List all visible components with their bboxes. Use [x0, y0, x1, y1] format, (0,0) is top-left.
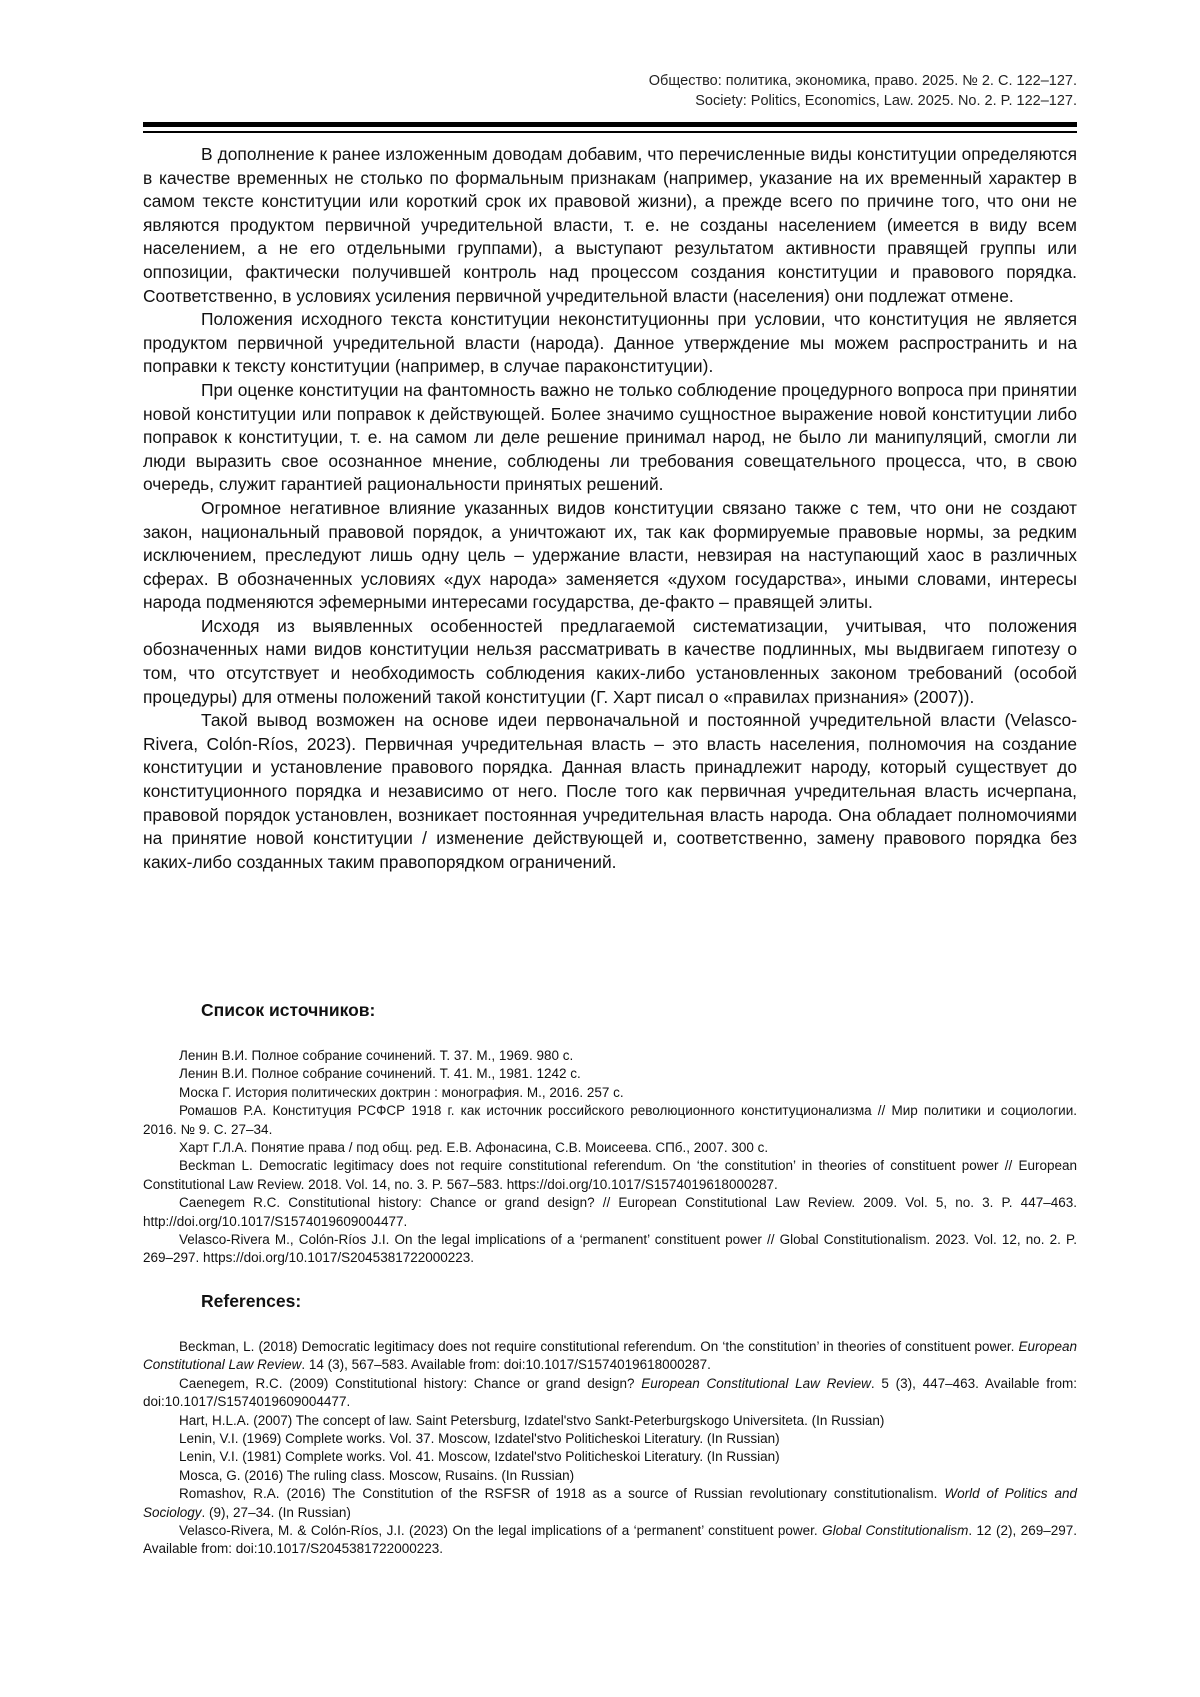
- reference-item: Romashov, R.A. (2016) The Constitution of the RSFSR of 1918 as a source of Russian revolutionary constitutionalism. World of Politics and Sociology. (9), 27–34. (In Russian): [143, 1486, 1077, 1520]
- reference-item: Hart, H.L.A. (2007) The concept of law. Saint Petersburg, Izdatel'stvo Sankt-Peterburgskogo Universiteta. (In Russian): [179, 1412, 885, 1428]
- reference-item: Velasco-Rivera, M. & Colón-Ríos, J.I. (2023) On the legal implications of a ‘permanent’ constituent power. Global Constitutionalism. 12 (2), 269–297. Available from: doi:10.1017/S2045381722000223.: [143, 1523, 1077, 1557]
- source-item: Beckman L. Democratic legitimacy does not require constitutional referendum. On ‘the constitution’ in theories of constituent power // European Constitutional Law Review. 2018. Vol. 14, no. 3. P. 567–583. https://doi.org/10.1017/S1574019618000287.: [143, 1158, 1077, 1192]
- source-item: Velasco-Rivera M., Colón-Ríos J.I. On the legal implications of a ‘permanent’ constituent power // Global Constitutionalism. 2023. Vol. 12, no. 2. P. 269–297. https://doi.org/10.1017/S2045381722000223.: [143, 1232, 1077, 1266]
- body-paragraph: Такой вывод возможен на основе идеи первоначальной и постоянной учредительной власти (Velasco-Rivera, Colón-Ríos, 2023). Первичная учредительная власть – это власть населения, полномочия на создание конституции и установление правового порядка. Данная власть принадлежит народу, который существует до конституционного порядка и независимо от него. После того как первичная учредительная власть исчерпана, правовой порядок установлен, возникает постоянная учредительная власть народа. Она обладает полномочиями на принятие новой конституции / изменение действующей и, соответственно, замену правового порядка без каких-либо созданных таким правопорядком ограничений.: [143, 710, 1077, 872]
- header-rule-thick: [143, 122, 1077, 127]
- reference-item: Caenegem, R.C. (2009) Constitutional history: Chance or grand design? European Constitutional Law Review. 5 (3), 447–463. Available from: doi:10.1017/S1574019609004477.: [143, 1375, 1077, 1410]
- header-line-ru: Общество: политика, экономика, право. 2025. № 2. С. 122–127.: [648, 73, 1077, 89]
- running-header: [649, 71, 1077, 111]
- reference-item: Beckman, L. (2018) Democratic legitimacy does not require constitutional referendum. On ‘the constitution’ in theories of constituent power. European Constitutional Law Review. 14 (3), 567–583. Available from: doi:10.1017/S1574019618000287.: [143, 1339, 1077, 1373]
- body-paragraph: Исходя из выявленных особенностей предлагаемой систематизации, учитывая, что положения обозначенных нами видов конституции нельзя рассматривать в качестве подлинных, мы выдвигаем гипотезу о том, что отсутствует и необходимость соблюдения каких-либо установленных законом требований (особой процедуры) для отмены положений такой конституции (Г. Харт писал о «правилах признания» (2007)).: [143, 615, 1077, 707]
- body-paragraph: Положения исходного текста конституции неконституционны при условии, что конституция не является продуктом первичной учредительной власти (народа). Данное утверждение мы можем распространить и на поправки к тексту конституции (например, в случае параконституции).: [143, 309, 1077, 377]
- source-item: Ромашов Р.А. Конституция РСФСР 1918 г. как источник российского революционного конституционализма // Мир политики и социологии. 2016. № 9. С. 27–34.: [143, 1103, 1077, 1137]
- sources-heading: Список источников:: [201, 1000, 376, 1020]
- sources-list: [143, 1047, 1077, 1268]
- header-rule-thin: [143, 131, 1077, 133]
- source-item: Caenegem R.C. Constitutional history: Chance or grand design? // European Constitutional Law Review. 2009. Vol. 5, no. 3. P. 447–463. http://doi.org/10.1017/S1574019609004477.: [143, 1195, 1077, 1229]
- body-paragraph: В дополнение к ранее изложенным доводам добавим, что перечисленные виды конституции определяются в качестве временных не столько по формальным признакам (например, указание на их временный характер в самом тексте конституции или короткий срок их правовой жизни), а прежде всего по причине того, что они не являются продуктом первичной учредительной власти, т. е. не созданы населением (имеется в виду всем населением, а не его отдельными группами), а выступают результатом активности правящей группы или оппозиции, фактически получившей контроль над процессом создания конституции и правового порядка. Соответственно, в условиях усиления первичной учредительной власти (населения) они подлежат отмене.: [143, 144, 1077, 306]
- source-item: Харт Г.Л.А. Понятие права / под общ. ред. Е.В. Афонасина, С.В. Моисеева. СПб., 2007. 300 с.: [179, 1140, 769, 1156]
- body-paragraph: Огромное негативное влияние указанных видов конституции связано также с тем, что они не создают закон, национальный правовой порядок, а уничтожают их, так как формируемые правовые нормы, за редким исключением, преследуют лишь одну цель – удержание власти, невзирая на наступающий хаос в различных сферах. В обозначенных условиях «дух народа» заменяется «духом государства», иными словами, интересы народа подменяются эфемерными интересами государства, де-факто – правящей элиты.: [143, 497, 1077, 613]
- source-item: Ленин В.И. Полное собрание сочинений. Т. 37. М., 1969. 980 с.: [179, 1048, 574, 1063]
- header-line-en: Society: Politics, Economics, Law. 2025. No. 2. P. 122–127.: [695, 93, 1077, 109]
- references-list: [143, 1338, 1077, 1559]
- body-paragraph: При оценке конституции на фантомность важно не только соблюдение процедурного вопроса при принятии новой конституции или поправок к действующей. Более значимо сущностное выражение новой конституции либо поправок к конституции, т. е. на самом ли деле решение принимал народ, не было ли манипуляций, смогли ли люди выразить свое осознанное мнение, соблюдены ли требования совещательного процесса, что, в свою очередь, служит гарантией рациональности принятых решений.: [143, 379, 1077, 495]
- reference-item: Lenin, V.I. (1969) Complete works. Vol. 37. Moscow, Izdatel'stvo Politicheskoi Literatury. (In Russian): [179, 1431, 780, 1447]
- reference-item: Mosca, G. (2016) The ruling class. Moscow, Rusains. (In Russian): [179, 1467, 575, 1483]
- reference-item: Lenin, V.I. (1981) Complete works. Vol. 41. Moscow, Izdatel'stvo Politicheskoi Literatury. (In Russian): [179, 1449, 780, 1465]
- source-item: Моска Г. История политических доктрин : монография. М., 2016. 257 с.: [179, 1084, 624, 1100]
- references-heading: References:: [201, 1291, 302, 1311]
- source-item: Ленин В.И. Полное собрание сочинений. Т. 41. М., 1981. 1242 с.: [179, 1066, 581, 1082]
- article-body: [143, 143, 1077, 874]
